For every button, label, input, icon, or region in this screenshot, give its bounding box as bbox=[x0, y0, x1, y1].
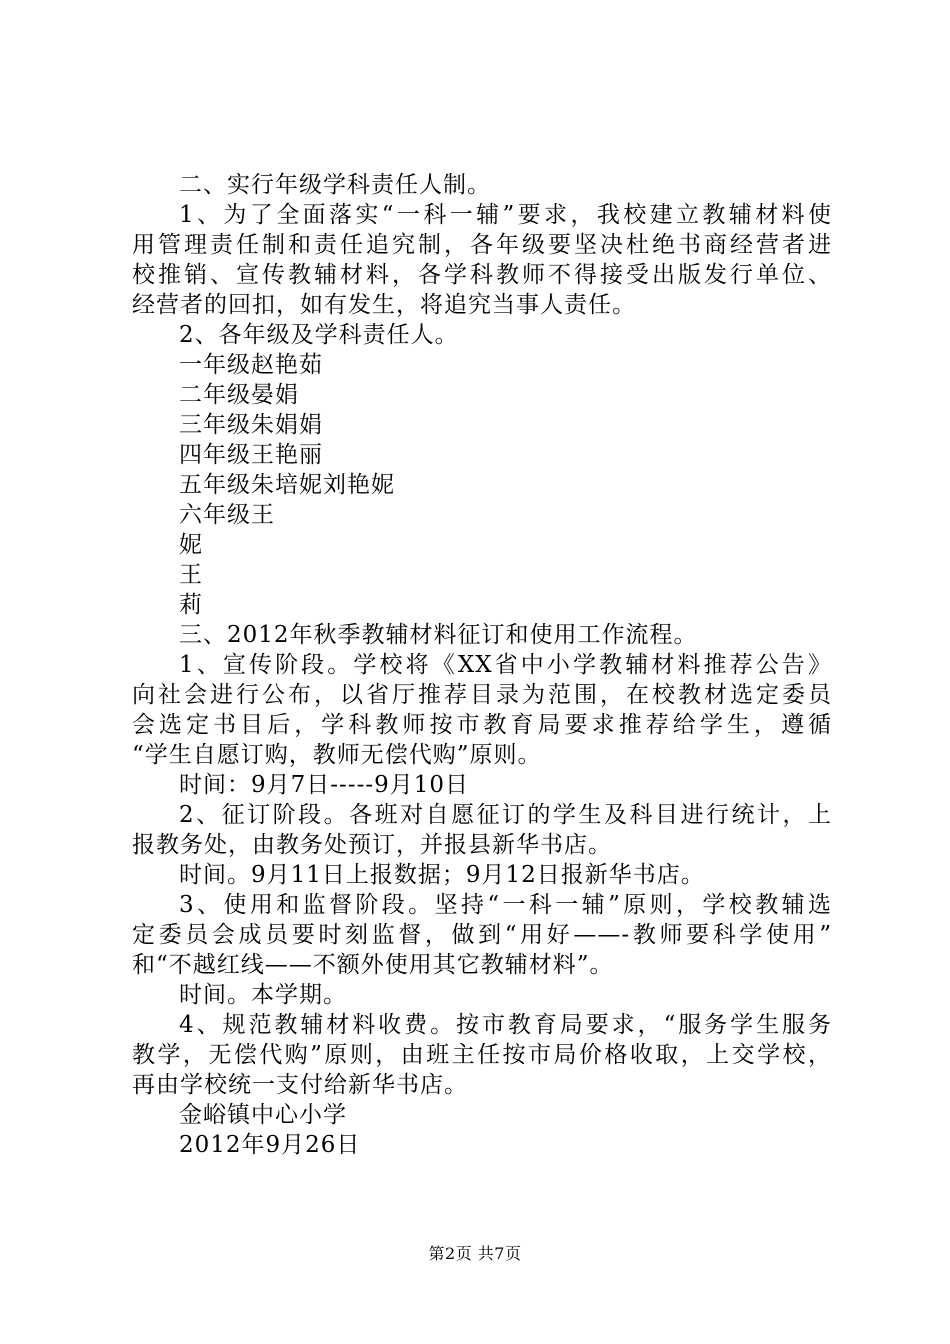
text-line: 报教务处，由教务处预订，并报县新华书店。 bbox=[132, 832, 612, 858]
text-line: 和“不越红线——不额外使用其它教辅材料”。 bbox=[132, 952, 614, 978]
text-line: 1、为了全面落实“一科一辅”要求，我校建立教辅材料使 bbox=[179, 202, 832, 228]
text-line: 向社会进行公布，以省厅推荐目录为范围，在校教材选定委员 bbox=[132, 682, 832, 708]
text-line: 定委员会成员要时刻监督，做到“用好——-教师要科学使用” bbox=[132, 922, 832, 948]
text-line: 三年级朱娟娟 bbox=[179, 412, 323, 438]
text-line: 2、各年级及学科责任人。 bbox=[179, 322, 459, 348]
text-line: 莉 bbox=[179, 592, 203, 618]
text-line: 五年级朱培妮刘艳妮 bbox=[179, 472, 395, 498]
text-line: 1、宣传阶段。学校将《XX省中小学教辅材料推荐公告》 bbox=[179, 652, 832, 678]
text-line: 校推销、宣传教辅材料，各学科教师不得接受出版发行单位、 bbox=[132, 262, 832, 288]
text-line: 时间：9月7日-----9月10日 bbox=[179, 772, 470, 798]
text-line: 4、规范教辅材料收费。按市教育局要求，“服务学生服务 bbox=[179, 1012, 832, 1038]
text-line: 三、2012年秋季教辅材料征订和使用工作流程。 bbox=[179, 622, 698, 648]
text-line: 时间。本学期。 bbox=[179, 982, 347, 1008]
text-line: 经营者的回扣，如有发生，将追究当事人责任。 bbox=[132, 292, 636, 318]
text-line: 时间。9月11日上报数据；9月12日报新华书店。 bbox=[179, 862, 705, 888]
text-line: 再由学校统一支付给新华书店。 bbox=[132, 1072, 468, 1098]
page-footer: 第2页 共7页 bbox=[428, 1244, 522, 1263]
text-line: 王 bbox=[179, 562, 203, 588]
text-line: 妮 bbox=[179, 532, 203, 558]
text-line: 二、实行年级学科责任人制。 bbox=[179, 172, 491, 198]
text-line: 金峪镇中心小学 bbox=[179, 1102, 347, 1128]
text-line: 会选定书目后，学科教师按市教育局要求推荐给学生，遵循 bbox=[132, 712, 832, 738]
text-line: 六年级王 bbox=[179, 502, 275, 528]
text-line: 2、征订阶段。各班对自愿征订的学生及科目进行统计，上 bbox=[179, 802, 832, 828]
text-line: “学生自愿订购，教师无偿代购”原则。 bbox=[132, 742, 542, 768]
text-line: 二年级晏娟 bbox=[179, 382, 299, 408]
text-line: 3、使用和监督阶段。坚持“一科一辅”原则，学校教辅选 bbox=[179, 892, 832, 918]
text-line: 2012年9月26日 bbox=[179, 1132, 361, 1158]
document-body bbox=[132, 170, 832, 1160]
text-line: 教学，无偿代购”原则，由班主任按市局价格收取，上交学校， bbox=[132, 1042, 832, 1068]
text-line: 四年级王艳丽 bbox=[179, 442, 323, 468]
text-line: 一年级赵艳茹 bbox=[179, 352, 323, 378]
text-line: 用管理责任制和责任追究制，各年级要坚决杜绝书商经营者进 bbox=[132, 232, 832, 258]
